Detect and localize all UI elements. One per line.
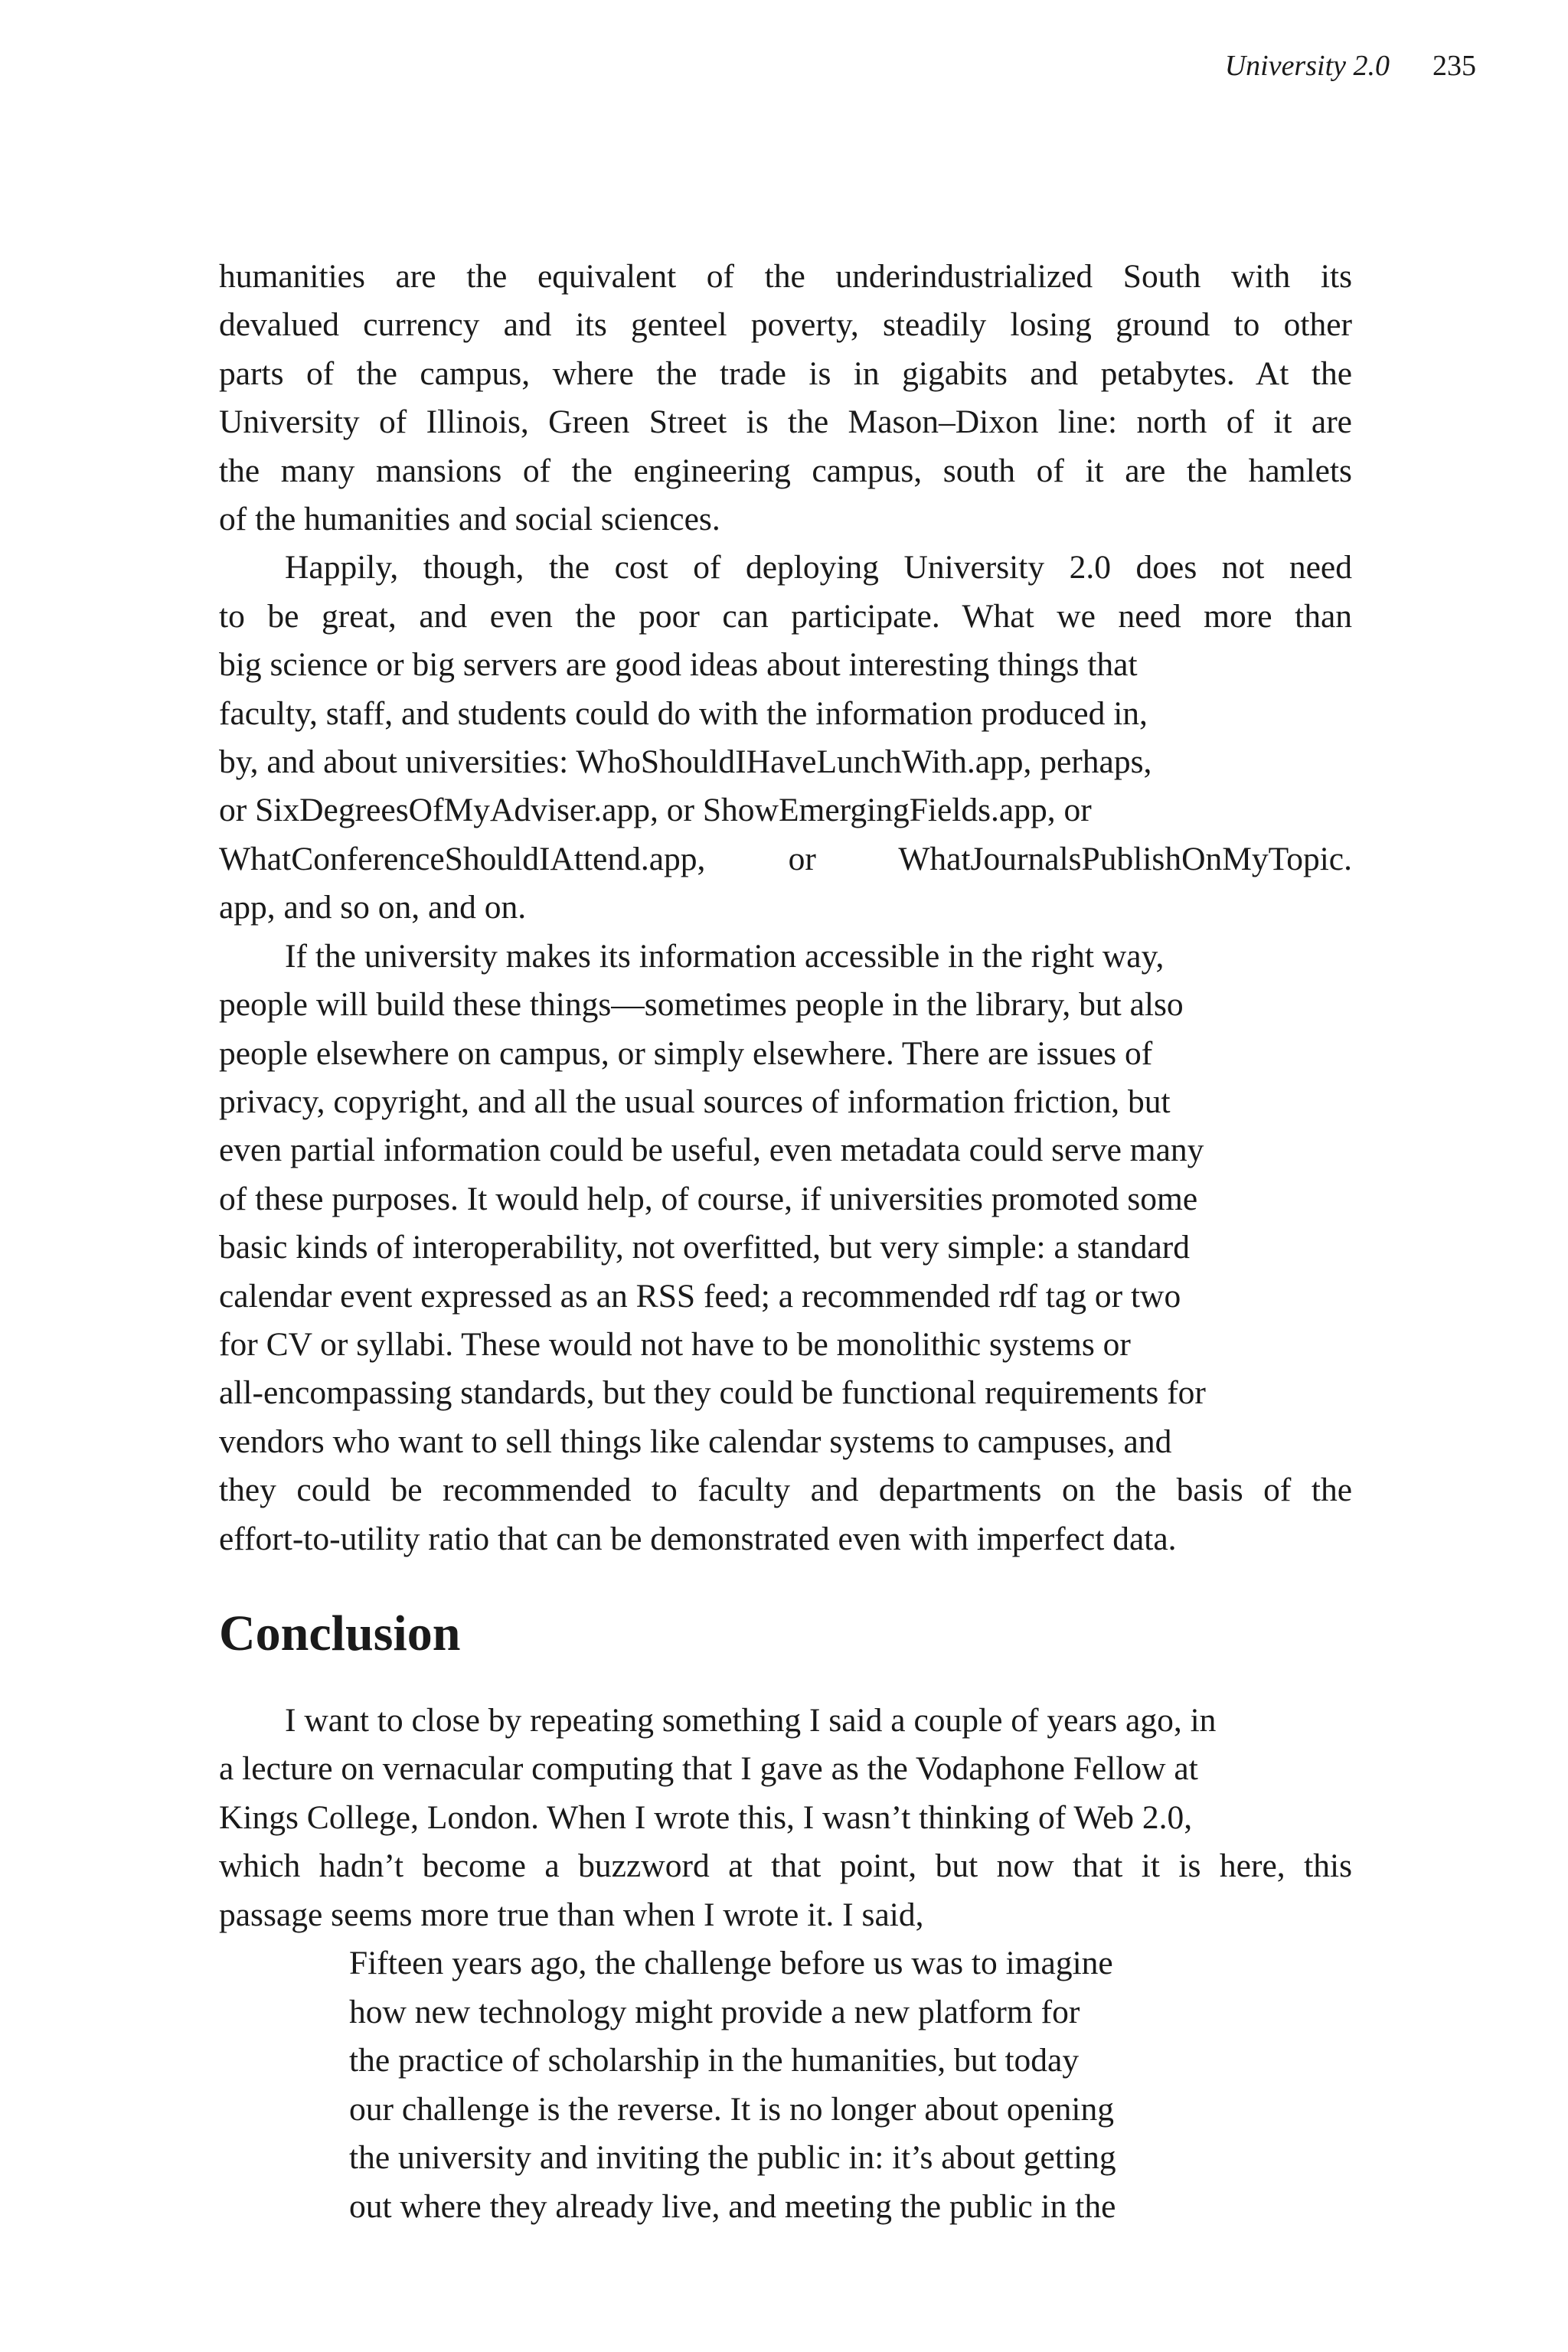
text-line: a lecture on vernacular computing that I gave as the Vodaphone Fellow at: [219, 1750, 1198, 1788]
text-line: people elsewhere on campus, or simply elsewhere. There are issues of: [219, 1034, 1153, 1072]
text-line: people will build these things—sometimes people in the library, but also: [219, 986, 1184, 1024]
text-line: Happily, though, the cost of deploying University 2.0 does not need: [285, 549, 1352, 586]
block-quote: [349, 1939, 1237, 2232]
text-line: which hadn’t become a buzzword at that point, but now that it is here, this: [219, 1847, 1352, 1885]
text-line: I want to close by repeating something I said a couple of years ago, in: [285, 1701, 1217, 1739]
text-line: WhatConferenceShouldIAttend.app, or WhatJournalsPublishOnMyTopic.: [219, 840, 1352, 877]
text-line: privacy, copyright, and all the usual sources of information friction, but: [219, 1083, 1171, 1120]
quote-line: the practice of scholarship in the humanities, but today: [349, 2042, 1080, 2079]
text-line: even partial information could be useful, even metadata could serve many: [219, 1132, 1204, 1169]
text-line: basic kinds of interoperability, not overfitted, but very simple: a standard: [219, 1229, 1191, 1266]
running-header: [1225, 47, 1476, 84]
page-number: 235: [1432, 50, 1476, 82]
text-line: or SixDegreesOfMyAdviser.app, or ShowEmergingFields.app, or: [219, 792, 1092, 829]
text-line: of these purposes. It would help, of course, if universities promoted some: [219, 1180, 1198, 1217]
text-line: Kings College, London. When I wrote this, I wasn’t thinking of Web 2.0,: [219, 1798, 1193, 1836]
body-text: [219, 253, 1352, 2232]
text-line: effort-to-utility ratio that can be demonstrated even with imperfect data.: [219, 1520, 1177, 1557]
text-line: the many mansions of the engineering campus, south of it are the hamlets: [219, 452, 1352, 489]
section-heading: Conclusion: [219, 1605, 461, 1661]
quote-line: the university and inviting the public in: it’s about getting: [349, 2139, 1116, 2177]
text-line: they could be recommended to faculty and departments on the basis of the: [219, 1472, 1352, 1509]
text-line: vendors who want to sell things like calendar systems to campuses, and: [219, 1423, 1172, 1460]
text-line: all-encompassing standards, but they could be functional requirements for: [219, 1374, 1206, 1412]
text-line: If the university makes its information accessible in the right way,: [285, 937, 1165, 975]
quote-line: out where they already live, and meeting the public in the: [349, 2187, 1116, 2225]
paragraph-2: [219, 544, 1352, 932]
paragraph-3: [219, 933, 1352, 1563]
text-line: app, and so on, and on.: [219, 889, 527, 926]
text-line: calendar event expressed as an RSS feed; a recommended rdf tag or two: [219, 1277, 1181, 1315]
text-line: faculty, staff, and students could do with the information produced in,: [219, 694, 1148, 732]
running-title: University 2.0: [1224, 50, 1390, 82]
text-line: by, and about universities: WhoShouldIHaveLunchWith.app, perhaps,: [219, 743, 1152, 781]
text-line: passage seems more true than when I wrote it. I said,: [219, 1896, 924, 1933]
text-line: University of Illinois, Green Street is the Mason–Dixon line: north of it are: [219, 403, 1352, 441]
quote-line: Fifteen years ago, the challenge before us was to imagine: [349, 1945, 1113, 1981]
text-line: for CV or syllabi. These would not have to be monolithic systems or: [219, 1325, 1131, 1363]
text-line: big science or big servers are good ideas about interesting things that: [219, 646, 1138, 684]
text-line: parts of the campus, where the trade is in gigabits and petabytes. At the: [219, 354, 1352, 392]
text-line: devalued currency and its genteel poverty, steadily losing ground to other: [219, 306, 1352, 344]
quote-line: our challenge is the reverse. It is no longer about opening: [349, 2090, 1114, 2128]
paragraph-1: [219, 253, 1352, 544]
quote-line: how new technology might provide a new platform for: [349, 1993, 1080, 2030]
spacer: [219, 1563, 1352, 1603]
text-line: humanities are the equivalent of the underindustrialized South with its: [219, 258, 1352, 295]
text-line: to be great, and even the poor can participate. What we need more than: [219, 597, 1352, 635]
text-line: of the humanities and social sciences.: [219, 501, 720, 538]
paragraph-4: [219, 1697, 1352, 1939]
